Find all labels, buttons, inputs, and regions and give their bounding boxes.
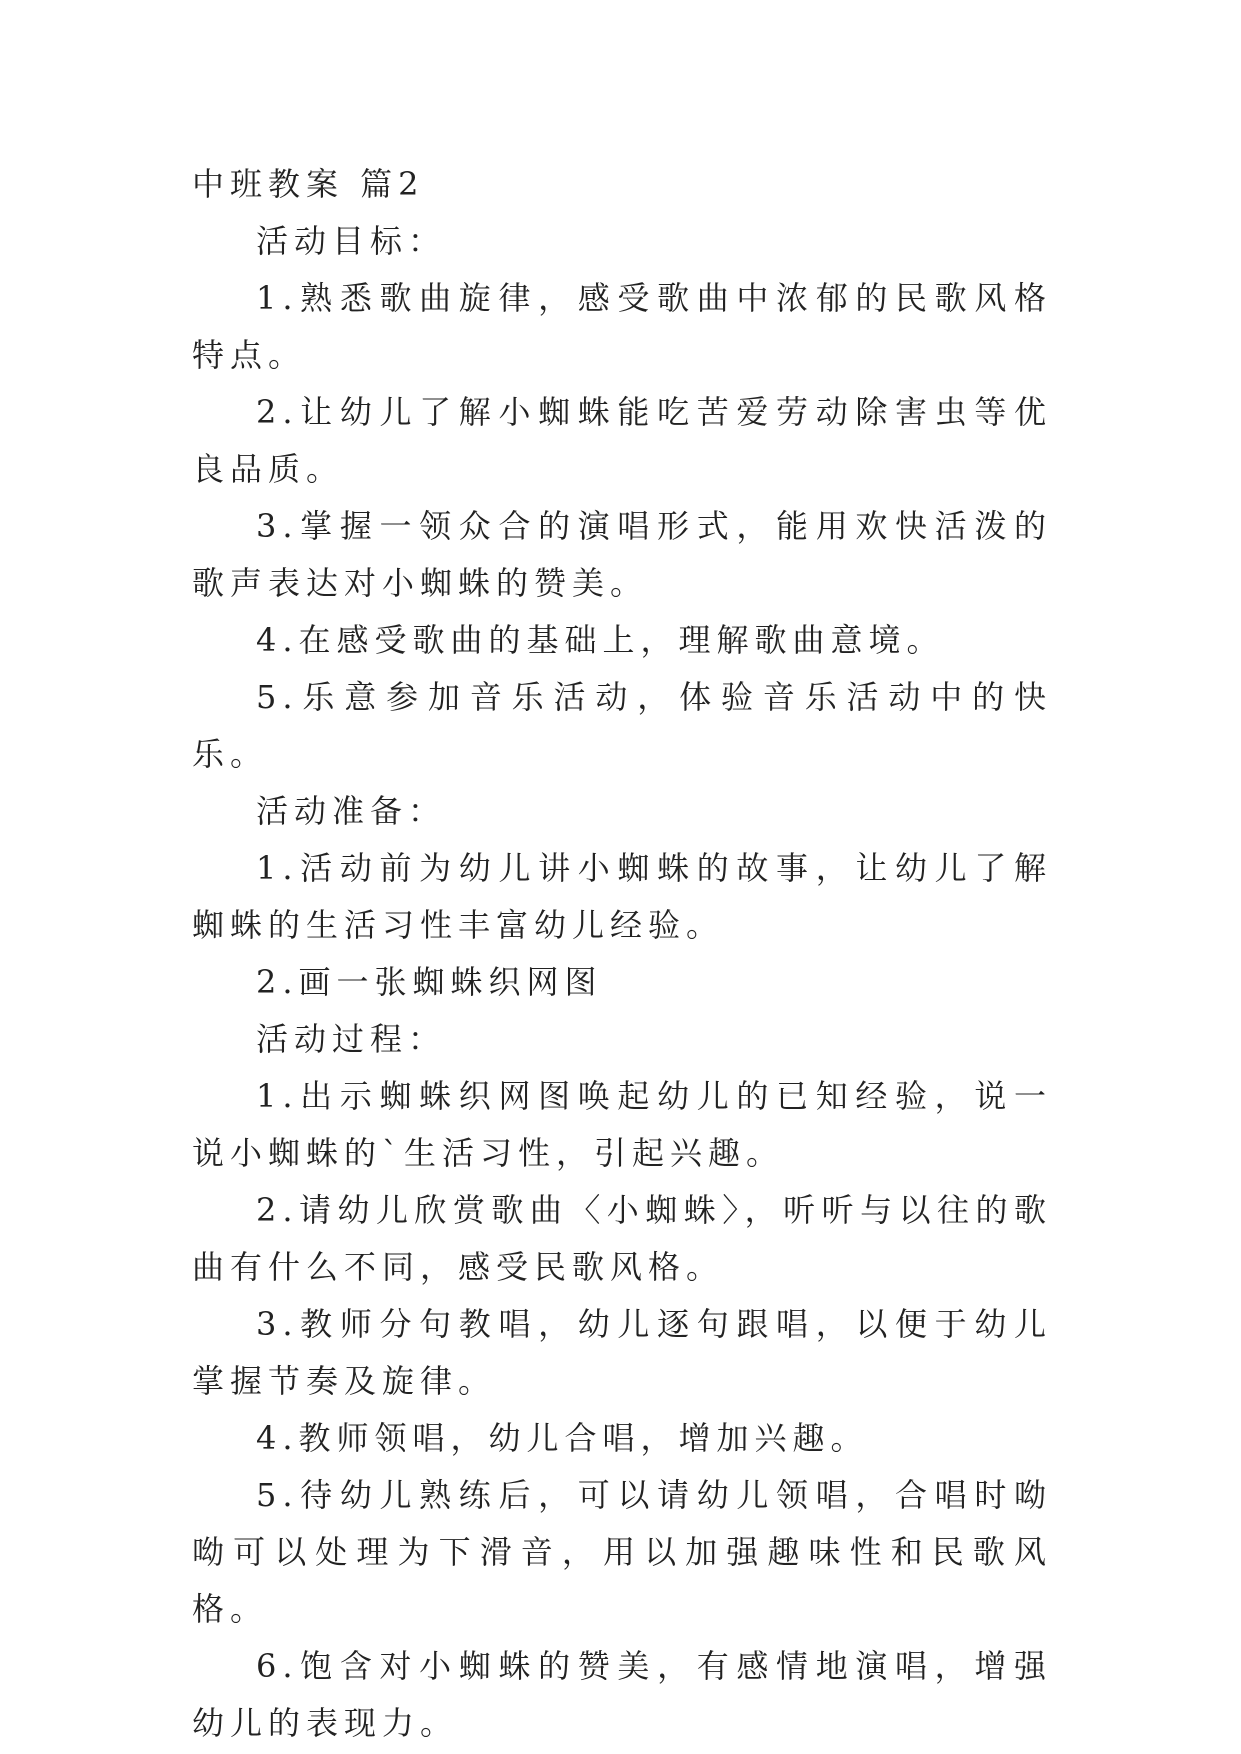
section-heading-preparation: 活动准备： — [256, 792, 447, 830]
section-heading-goals: 活动目标： — [256, 222, 447, 260]
paragraph: 1.活动前为幼儿讲小蜘蛛的故事，让幼儿了解蜘蛛的生活习性丰富幼儿经验。 — [192, 849, 1052, 944]
paragraph: 6.饱含对小蜘蛛的赞美，有感情地演唱，增强幼儿的表现力。 — [192, 1647, 1052, 1742]
paragraph: 4.教师领唱，幼儿合唱，增加兴趣。 — [256, 1419, 869, 1457]
document-title: 中班教案 篇2 — [192, 165, 425, 203]
paragraph: 2.让幼儿了解小蜘蛛能吃苦爱劳动除害虫等优良品质。 — [192, 393, 1052, 488]
document-page — [192, 156, 1052, 1752]
paragraph: 1.出示蜘蛛织网图唤起幼儿的已知经验，说一说小蜘蛛的`生活习性，引起兴趣。 — [192, 1077, 1052, 1172]
section-heading-process: 活动过程： — [256, 1020, 447, 1058]
paragraph: 3.掌握一领众合的演唱形式，能用欢快活泼的歌声表达对小蜘蛛的赞美。 — [192, 507, 1052, 602]
paragraph: 3.教师分句教唱，幼儿逐句跟唱，以便于幼儿掌握节奏及旋律。 — [192, 1305, 1052, 1400]
paragraph: 5.待幼儿熟练后，可以请幼儿领唱，合唱时呦呦可以处理为下滑音，用以加强趣味性和民歌风格。 — [192, 1476, 1052, 1628]
paragraph: 5.乐意参加音乐活动，体验音乐活动中的快乐。 — [192, 678, 1052, 773]
paragraph: 2.画一张蜘蛛织网图 — [256, 963, 603, 1001]
paragraph: 1.熟悉歌曲旋律，感受歌曲中浓郁的民歌风格特点。 — [192, 279, 1052, 374]
paragraph: 4.在感受歌曲的基础上，理解歌曲意境。 — [256, 621, 945, 659]
paragraph: 2.请幼儿欣赏歌曲〈小蜘蛛〉，听听与以往的歌曲有什么不同，感受民歌风格。 — [192, 1191, 1052, 1286]
